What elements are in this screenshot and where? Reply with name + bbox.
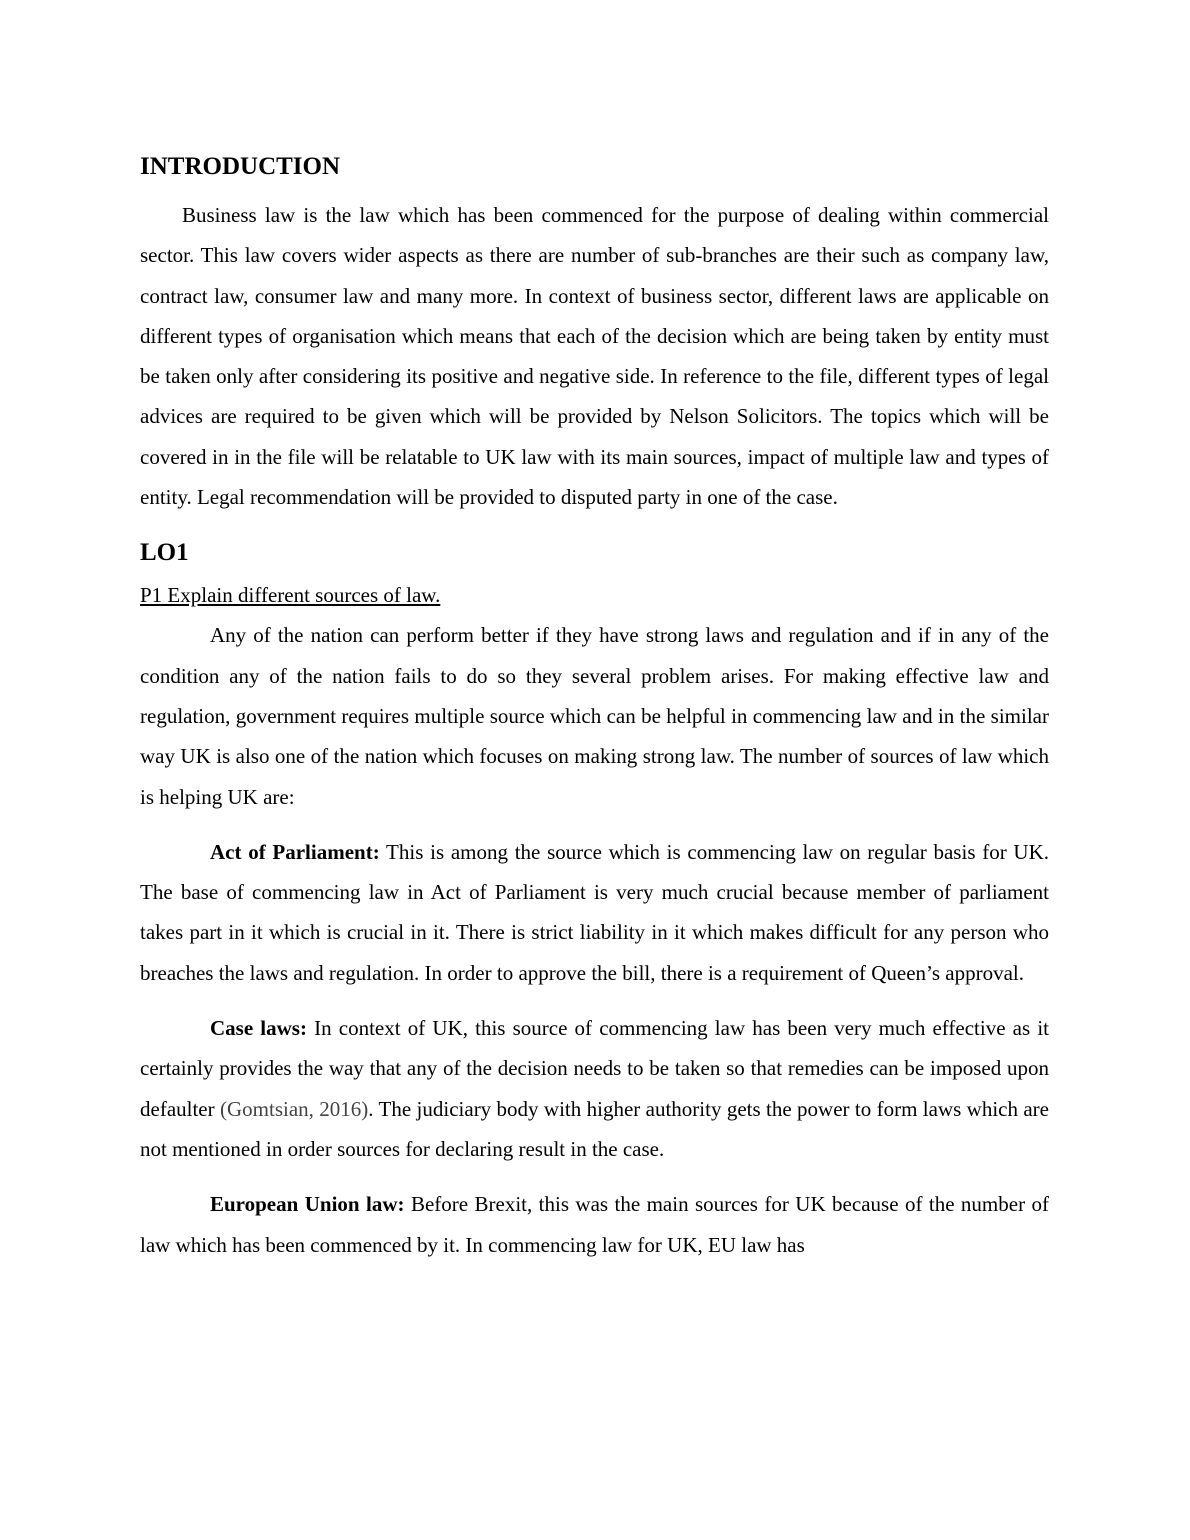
intro-heading: INTRODUCTION <box>140 153 341 180</box>
case-laws-citation: (Gomtsian, 2016) <box>220 1096 369 1121</box>
lo1-heading: LO1 <box>140 539 189 567</box>
case-laws-paragraph <box>140 1008 1049 1169</box>
document-page <box>140 150 1049 1265</box>
sources-intro-paragraph: Any of the nation can perform better if they have strong laws and regulation and if in any of the condition any of the nation fails to do so they several problem arises. For making effective law and regulation, government requires multiple source which can be helpful in commencing law and in the similar way UK is also one of the nation which focuses on making strong law. The number of sources of law which is helping UK are: <box>140 623 1049 809</box>
intro-paragraph: Business law is the law which has been commenced for the purpose of dealing within commercial sector. This law covers wider aspects as there are number of sub-branches are their such as company law, contract law, consumer law and many more. In context of business sector, different laws are applicable on different types of organisation which means that each of the decision which are being taken by entity must be taken only after considering its positive and negative side. In reference to the file, different types of legal advices are required to be given which will be provided by Nelson Solicitors. The topics which will be covered in in the file will be relatable to UK law with its main sources, impact of multiple law and types of entity. Legal recommendation will be provided to disputed party in one of the case. <box>140 203 1049 510</box>
eu-law-text: Before Brexit, this was the main sources for UK because of the number of law which has been commenced by it. In commencing law for UK, EU law has <box>140 1192 1049 1257</box>
act-of-parliament-term: Act of Parliament: <box>210 839 380 864</box>
case-laws-text-after: . The judiciary body with higher authority gets the power to form laws which are not mentioned in order sources for declaring result in the case. <box>140 1096 1050 1161</box>
case-laws-term: Case laws: <box>210 1016 307 1041</box>
case-laws-text-before: In context of UK, this source of commencing law has been very much effective as it certainly provides the way that any of the decision needs to be taken so that remedies can be imposed upon defaulter <box>140 1016 1049 1121</box>
p1-subheading: P1 Explain different sources of law. <box>140 583 441 608</box>
eu-law-term: European Union law: <box>210 1192 405 1217</box>
act-of-parliament-text: This is among the source which is commencing law on regular basis for UK. The base of commencing law in Act of Parliament is very much crucial because member of parliament takes part in it which is crucial in it. There is strict liability in it which makes difficult for any person who breaches the laws and regulation. In order to approve the bill, there is a requirement of Queen’s approval. <box>140 839 1049 985</box>
eu-law-paragraph <box>140 1184 1049 1265</box>
act-of-parliament-paragraph <box>140 832 1049 993</box>
